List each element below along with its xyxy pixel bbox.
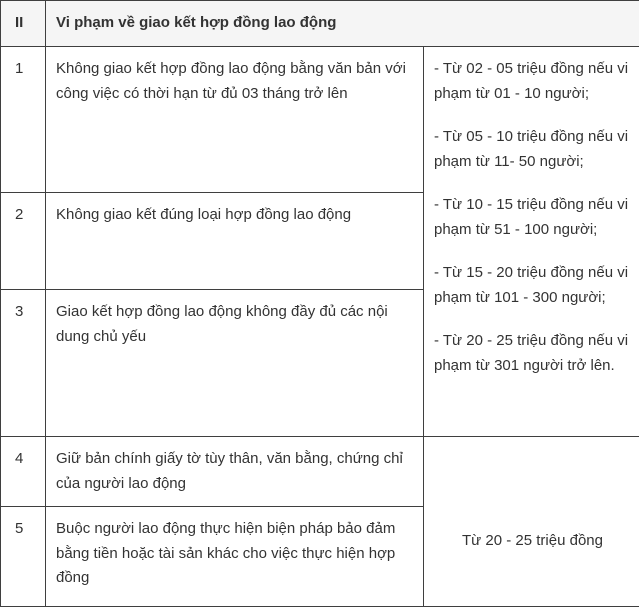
violation-text: Không giao kết đúng loại hợp đồng lao động (46, 193, 423, 238)
row-index-cell (1, 47, 46, 193)
penalty-fixed: Từ 20 - 25 triệu đồng (424, 479, 639, 564)
violation-cell (46, 193, 424, 290)
row-index-cell (1, 290, 46, 437)
row-index: 3 (1, 290, 45, 335)
section-index-cell (1, 1, 46, 47)
row-index: 4 (1, 437, 45, 482)
table-row (1, 47, 639, 193)
penalty-cell-group-a (424, 47, 639, 437)
section-index: II (1, 1, 45, 44)
row-index-cell (1, 193, 46, 290)
penalty-item: - Từ 02 - 05 triệu đồng nếu vi phạm từ 01 - 10 người; (434, 57, 631, 106)
penalty-item: - Từ 10 - 15 triệu đồng nếu vi phạm từ 51 - 100 người; (434, 193, 631, 242)
section-title-cell (46, 1, 639, 47)
penalty-item: - Từ 15 - 20 triệu đồng nếu vi phạm từ 101 - 300 người; (434, 261, 631, 310)
table-row (1, 437, 639, 507)
row-index: 2 (1, 193, 45, 238)
section-header-row (1, 1, 639, 47)
violation-text: Không giao kết hợp đồng lao động bằng văn bản với công việc có thời hạn từ đủ 03 tháng trở lên (46, 47, 423, 116)
penalty-list (424, 47, 639, 388)
section-title: Vi phạm về giao kết hợp đồng lao động (46, 1, 639, 44)
violation-cell (46, 290, 424, 437)
violation-cell (46, 47, 424, 193)
penalty-cell-group-b (424, 437, 639, 607)
row-index-cell (1, 437, 46, 507)
penalty-item: - Từ 05 - 10 triệu đồng nếu vi phạm từ 11- 50 người; (434, 125, 631, 174)
row-index: 1 (1, 47, 45, 92)
penalty-item: - Từ 20 - 25 triệu đồng nếu vi phạm từ 301 người trở lên. (434, 329, 631, 378)
violation-cell (46, 437, 424, 507)
violation-text: Giao kết hợp đồng lao động không đầy đủ các nội dung chủ yếu (46, 290, 423, 359)
row-index-cell (1, 507, 46, 607)
violation-cell (46, 507, 424, 607)
row-index: 5 (1, 507, 45, 552)
violation-text: Giữ bản chính giấy tờ tùy thân, văn bằng, chứng chỉ của người lao động (46, 437, 423, 506)
violation-text: Buộc người lao động thực hiện biện pháp bảo đảm bằng tiền hoặc tài sản khác cho việc thực hiện hợp đồng (46, 507, 423, 601)
